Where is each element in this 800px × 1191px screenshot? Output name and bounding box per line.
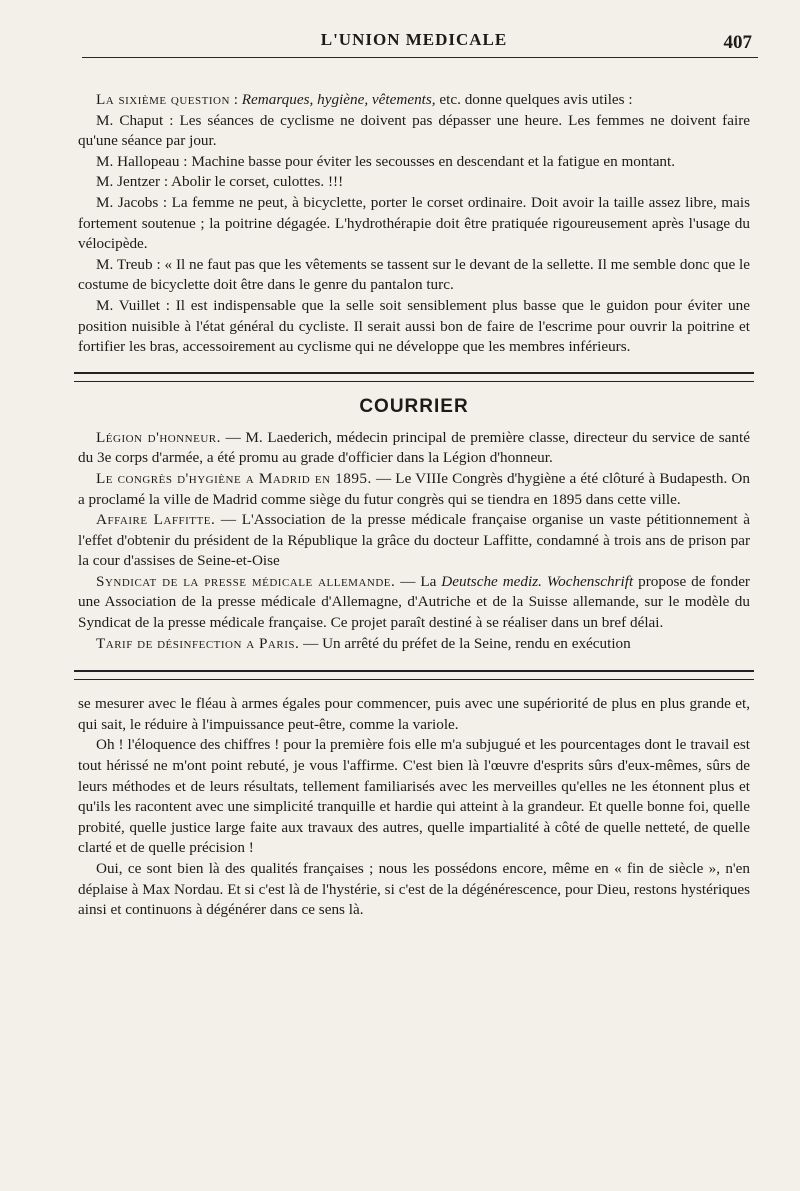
news-text: — La xyxy=(395,572,442,590)
journal-title: L'UNION MEDICALE xyxy=(320,30,508,49)
running-head xyxy=(78,18,750,58)
page xyxy=(78,18,750,921)
news-item xyxy=(78,634,750,655)
courrier-title: COURRIER xyxy=(359,395,469,417)
news-text: propose de fonder une Association de la presse médicale d'Allemagne, d'Autriche et de la Suisse allemande, sur le modèle du Syndicat de la presse médicale française. Ce projet paraît destiné à se réaliser dans un bref délai. xyxy=(78,572,750,632)
opinion-paragraph: M. Hallopeau : Machine basse pour éviter les secousses en descendant et la fatigue en montant. xyxy=(96,152,676,170)
news-item xyxy=(78,469,750,510)
news-text: — Un arrêté du préfet de la Seine, rendu en exécution xyxy=(299,634,631,652)
section-divider xyxy=(74,372,754,382)
opinion-paragraph: M. Vuillet : Il est indispensable que la selle soit sensiblement plus basse que le guidon pour éviter une position nuisible à l'état général du cycliste. Il serait aussi bon de faire de l'escrime pour ouvrir la poitrine et fortifier les bras, accessoirement au cyclisme qui ne développe que les membres inférieurs. xyxy=(78,296,750,356)
article-paragraph: Oh ! l'éloquence des chiffres ! pour la première fois elle m'a subjugué et les pourcentages dont le travail est tout hérissé ne m'ont point rebuté, je vous l'affirme. C'est bien là l'œuvre d'esprits sûrs d'eux-mêmes, sûrs de leurs méthodes et de leurs résultats, tellement familiarisés avec les merveilles qu'elles ne les étonnent plus et qu'ils les racontent avec une simplicité tranquille et hardie qui atteint à la grandeur. Et quelle bonne foi, quelle probité, quelle justice large faite aux travaux des autres, quelle impartialité à côté de quelle netteté, de quelle clarté et de quelle précision ! xyxy=(78,736,750,857)
section-divider xyxy=(74,670,754,680)
opinion-paragraph: M. Jentzer : Abolir le corset, culottes. !!! xyxy=(96,173,344,191)
question-rest: etc. donne quelques avis utiles : xyxy=(435,91,633,108)
question-topic: Remarques, hygiène, vêtements, xyxy=(241,91,436,108)
news-heading: Tarif de désinfection a Paris. xyxy=(96,634,300,652)
header-rule xyxy=(82,57,758,58)
article-paragraph: Oui, ce sont bien là des qualités françaises ; nous les possédons encore, même en « fin de siècle », n'en déplaise à Max Nordau. Et si c'est là de l'hystérie, si c'est de la dégénérescence, pour Dieu, restons hystériques ainsi et continuons à dégénérer dans ce sens là. xyxy=(78,860,750,919)
news-item xyxy=(78,572,750,634)
question-intro: La sixième question : Remarques, hygiène, vêtements, etc. donne quelques avis utiles : xyxy=(96,91,633,108)
opinion-paragraph: M. Chaput : Les séances de cyclisme ne doivent pas dépasser une heure. Les femmes ne doivent faire qu'une séance par jour. xyxy=(78,111,750,150)
news-text: — M. Laederich, médecin principal de première classe, directeur du service de santé du 3e corps d'armée, a été promu au grade d'officier dans la Légion d'honneur. xyxy=(78,428,750,467)
news-item xyxy=(78,510,750,572)
news-text: — L'Association de la presse médicale française organise un vaste pétitionnement à l'effet d'obtenir du président de la République la grâce du docteur Laffitte, condamné à trois ans de prison par la cour d'assises de Seine-et-Oise xyxy=(78,511,751,570)
courrier-section xyxy=(78,428,750,655)
opinion-paragraph: M. Jacobs : La femme ne peut, à bicyclette, porter le corset ordinaire. Doit avoir la taille assez libre, mais fortement soutenue ; la poitrine dégagée. L'hydrothérapie doit être pratiquée rigoureusement après l'usage du vélocipède. xyxy=(78,193,750,253)
hygiene-section xyxy=(78,90,750,358)
news-item xyxy=(78,428,750,469)
news-text: — Le VIIIe Congrès d'hygiène a été clôturé à Budapesth. On a proclamé la ville de Madrid comme siège du futur congrès qui se tiendra en 1895 dans cette ville. xyxy=(78,469,750,508)
continued-article xyxy=(78,694,750,921)
opinion-paragraph: M. Treub : « Il ne faut pas que les vêtements se tassent sur le devant de la sellette. Il me semble donc que le costume de bicyclette doit être dans le genre du pantalon turc. xyxy=(78,255,750,294)
news-heading: Le congrès d'hygiène a Madrid en 1895. xyxy=(96,469,372,487)
article-paragraph: se mesurer avec le fléau à armes égales pour commencer, puis avec une supériorité de plus en plus grande et, qui sait, le réduire à l'impuissance peut-être, comme la variole. xyxy=(78,695,750,733)
news-heading: Syndicat de la presse médicale allemande. xyxy=(96,572,396,590)
news-heading: Affaire Laffitte. xyxy=(96,511,216,529)
journal-name: Deutsche mediz. Wochenschrift xyxy=(441,572,634,590)
page-number: 407 xyxy=(723,32,752,53)
news-heading: Légion d'honneur. xyxy=(96,428,221,446)
question-label: La sixième question xyxy=(96,91,230,108)
